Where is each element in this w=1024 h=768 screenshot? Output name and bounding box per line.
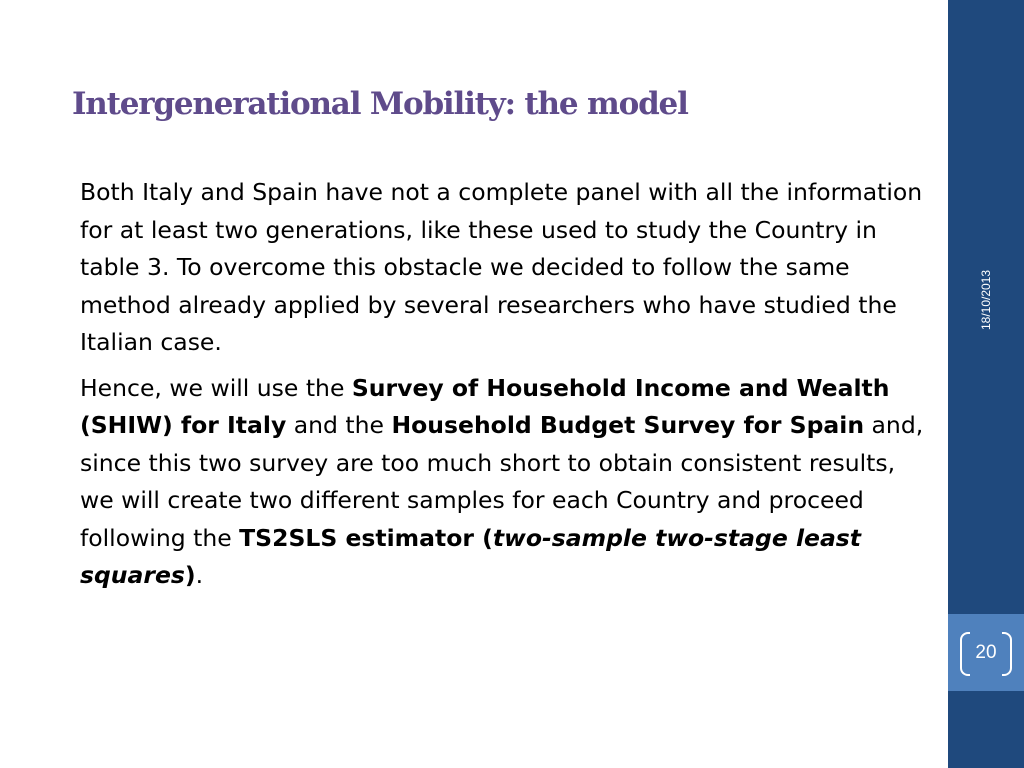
- paragraph-1: Both Italy and Spain have not a complete panel with all the information for at least two generations, like these used to study the Country in table 3. To overcome this obstacle we decided to follow the same method already applied by several researchers who have studied the Italian case.: [80, 178, 923, 356]
- shiw-survey-name: Survey of Household Income and Wealth (SHIW) for Italy: [80, 373, 890, 439]
- ts2sls-full-name-italic: two-sample two-stage least squares: [80, 523, 862, 589]
- slide-title: Intergenerational Mobility: the model: [72, 86, 688, 122]
- paragraph-2-text-1: Hence, we will use the: [80, 373, 352, 402]
- page-number-box: [948, 614, 1024, 691]
- side-bar: [948, 0, 1024, 768]
- left-bracket-icon: [960, 632, 970, 676]
- paragraph-2: [80, 370, 930, 595]
- paragraph-2-text-3: and, since this two survey are too much short to obtain consistent results, we will create two different samples for each Country and proceed following the: [80, 411, 924, 552]
- ts2sls-estimator-label: TS2SLS estimator (: [239, 523, 493, 552]
- slide-date: 18/10/2013: [979, 269, 993, 331]
- slide-body: [80, 174, 930, 595]
- closing-parenthesis: ): [184, 561, 196, 589]
- right-bracket-icon: [1002, 632, 1012, 676]
- paragraph-2-text-4: .: [195, 561, 204, 589]
- paragraph-2-text-2: and the: [286, 411, 392, 439]
- household-budget-survey-name: Household Budget Survey for Spain: [391, 411, 865, 439]
- page-number-frame: [960, 632, 1012, 674]
- page-number: 20: [975, 642, 997, 663]
